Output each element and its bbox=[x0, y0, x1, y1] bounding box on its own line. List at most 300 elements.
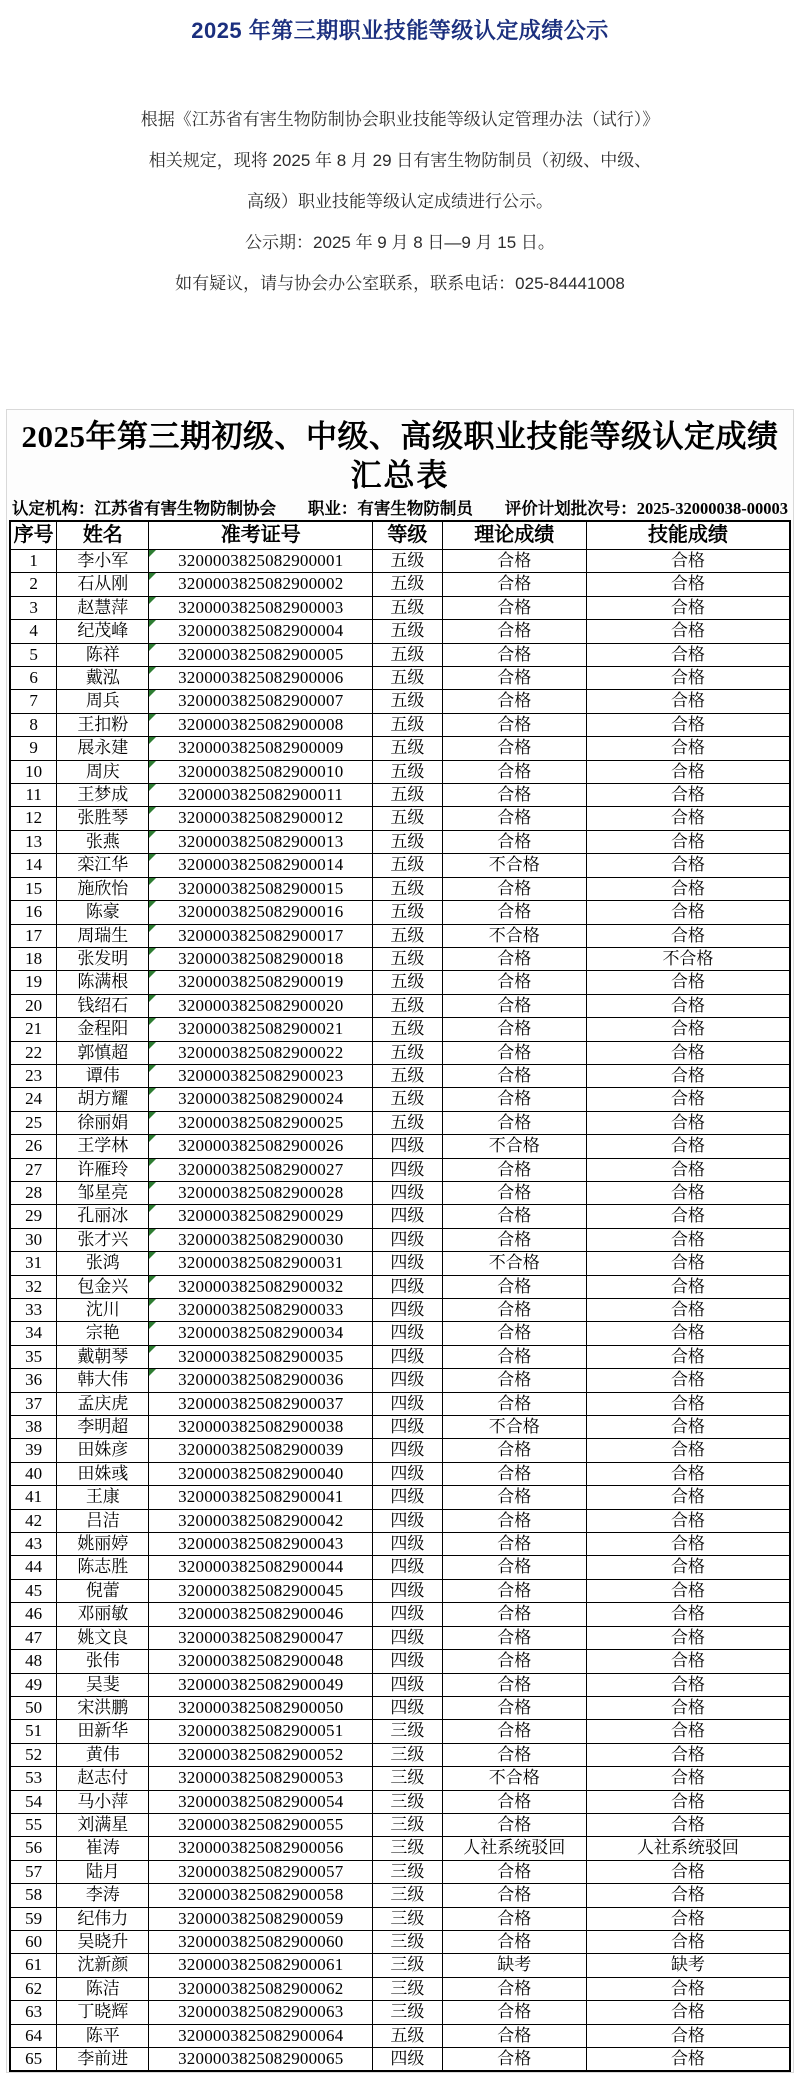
cell-skill-score: 合格 bbox=[586, 1790, 790, 1813]
cell-index: 61 bbox=[10, 1954, 57, 1977]
cell-level: 四级 bbox=[373, 1228, 442, 1251]
meta-occupation: 职业：有害生物防制员 bbox=[307, 499, 473, 518]
cell-skill-score: 合格 bbox=[586, 1743, 790, 1766]
cell-theory-score: 不合格 bbox=[442, 924, 586, 947]
cell-exam-id: 3200003825082900032 bbox=[149, 1275, 373, 1298]
cell-theory-score: 合格 bbox=[442, 1720, 586, 1743]
cell-skill-score: 合格 bbox=[586, 1930, 790, 1953]
cell-level: 五级 bbox=[373, 713, 442, 736]
cell-level: 四级 bbox=[373, 1369, 442, 1392]
table-row bbox=[10, 807, 790, 830]
cell-index: 50 bbox=[10, 1696, 57, 1719]
cell-skill-score: 合格 bbox=[586, 830, 790, 853]
cell-exam-id: 3200003825082900007 bbox=[149, 690, 373, 713]
cell-theory-score: 合格 bbox=[442, 2001, 586, 2024]
cell-theory-score: 合格 bbox=[442, 1743, 586, 1766]
cell-theory-score: 合格 bbox=[442, 947, 586, 970]
cell-level: 五级 bbox=[373, 1041, 442, 1064]
cell-theory-score: 合格 bbox=[442, 2048, 586, 2072]
cell-skill-score: 合格 bbox=[586, 1064, 790, 1087]
cell-exam-id: 3200003825082900037 bbox=[149, 1392, 373, 1415]
cell-skill-score: 合格 bbox=[586, 1111, 790, 1134]
cell-level: 四级 bbox=[373, 1345, 442, 1368]
cell-exam-id: 3200003825082900050 bbox=[149, 1696, 373, 1719]
cell-name: 李明超 bbox=[57, 1416, 149, 1439]
cell-corner-marker-icon bbox=[149, 1299, 156, 1306]
table-meta bbox=[9, 498, 791, 519]
cell-name: 倪蕾 bbox=[57, 1579, 149, 1602]
cell-skill-score: 合格 bbox=[586, 1275, 790, 1298]
table-row bbox=[10, 1860, 790, 1883]
cell-skill-score: 合格 bbox=[586, 1579, 790, 1602]
cell-index: 32 bbox=[10, 1275, 57, 1298]
cell-name: 崔涛 bbox=[57, 1837, 149, 1860]
cell-theory-score: 不合格 bbox=[442, 1252, 586, 1275]
cell-theory-score: 合格 bbox=[442, 1603, 586, 1626]
cell-level: 四级 bbox=[373, 1556, 442, 1579]
cell-exam-id: 3200003825082900025 bbox=[149, 1111, 373, 1134]
cell-level: 四级 bbox=[373, 1650, 442, 1673]
cell-skill-score: 合格 bbox=[586, 690, 790, 713]
cell-corner-marker-icon bbox=[149, 667, 156, 674]
table-row bbox=[10, 994, 790, 1017]
cell-name: 钱绍石 bbox=[57, 994, 149, 1017]
cell-name: 马小萍 bbox=[57, 1790, 149, 1813]
cell-corner-marker-icon bbox=[149, 971, 156, 978]
cell-theory-score: 合格 bbox=[442, 877, 586, 900]
table-row bbox=[10, 1322, 790, 1345]
cell-skill-score: 合格 bbox=[586, 1228, 790, 1251]
table-row bbox=[10, 550, 790, 573]
meta-agency: 认定机构：江苏省有害生物防制协会 bbox=[12, 499, 276, 518]
cell-skill-score: 合格 bbox=[586, 1907, 790, 1930]
cell-index: 14 bbox=[10, 854, 57, 877]
cell-exam-id: 3200003825082900022 bbox=[149, 1041, 373, 1064]
cell-exam-id: 3200003825082900031 bbox=[149, 1252, 373, 1275]
cell-theory-score: 合格 bbox=[442, 550, 586, 573]
cell-exam-id: 3200003825082900017 bbox=[149, 924, 373, 947]
cell-exam-id: 3200003825082900016 bbox=[149, 901, 373, 924]
cell-theory-score: 合格 bbox=[442, 1088, 586, 1111]
cell-exam-id: 3200003825082900048 bbox=[149, 1650, 373, 1673]
cell-index: 55 bbox=[10, 1813, 57, 1836]
cell-index: 38 bbox=[10, 1416, 57, 1439]
table-row bbox=[10, 877, 790, 900]
cell-level: 五级 bbox=[373, 877, 442, 900]
cell-corner-marker-icon bbox=[149, 1252, 156, 1259]
table-row bbox=[10, 1439, 790, 1462]
cell-skill-score: 合格 bbox=[586, 713, 790, 736]
cell-index: 64 bbox=[10, 2024, 57, 2047]
cell-exam-id: 3200003825082900008 bbox=[149, 713, 373, 736]
cell-corner-marker-icon bbox=[149, 1229, 156, 1236]
cell-exam-id: 3200003825082900039 bbox=[149, 1439, 373, 1462]
cell-theory-score: 合格 bbox=[442, 573, 586, 596]
cell-theory-score: 合格 bbox=[442, 1696, 586, 1719]
cell-skill-score: 合格 bbox=[586, 643, 790, 666]
cell-skill-score: 合格 bbox=[586, 550, 790, 573]
cell-corner-marker-icon bbox=[149, 1065, 156, 1072]
cell-theory-score: 合格 bbox=[442, 2024, 586, 2047]
cell-corner-marker-icon bbox=[149, 878, 156, 885]
table-row bbox=[10, 1205, 790, 1228]
cell-theory-score: 合格 bbox=[442, 643, 586, 666]
cell-theory-score: 合格 bbox=[442, 1228, 586, 1251]
cell-level: 五级 bbox=[373, 643, 442, 666]
cell-theory-score: 合格 bbox=[442, 1813, 586, 1836]
cell-corner-marker-icon bbox=[149, 831, 156, 838]
table-row bbox=[10, 1369, 790, 1392]
cell-index: 48 bbox=[10, 1650, 57, 1673]
cell-skill-score: 合格 bbox=[586, 1767, 790, 1790]
cell-exam-id: 3200003825082900053 bbox=[149, 1767, 373, 1790]
table-row bbox=[10, 1720, 790, 1743]
cell-name: 王扣粉 bbox=[57, 713, 149, 736]
cell-level: 四级 bbox=[373, 1299, 442, 1322]
cell-name: 李前进 bbox=[57, 2048, 149, 2072]
cell-exam-id: 3200003825082900044 bbox=[149, 1556, 373, 1579]
cell-corner-marker-icon bbox=[149, 1042, 156, 1049]
cell-name: 陈志胜 bbox=[57, 1556, 149, 1579]
table-title-line1: 2025年第三期初级、中级、高级职业技能等级认定成绩 bbox=[21, 419, 779, 454]
cell-theory-score: 合格 bbox=[442, 596, 586, 619]
cell-name: 徐丽娟 bbox=[57, 1111, 149, 1134]
cell-skill-score: 合格 bbox=[586, 971, 790, 994]
table-row bbox=[10, 1603, 790, 1626]
cell-index: 51 bbox=[10, 1720, 57, 1743]
cell-theory-score: 不合格 bbox=[442, 1135, 586, 1158]
meta-batch-number: 评价计划批次号：2025-32000038-00003 bbox=[504, 499, 788, 518]
table-row bbox=[10, 1416, 790, 1439]
table-row bbox=[10, 1181, 790, 1204]
col-header-name: 姓名 bbox=[57, 521, 149, 550]
cell-index: 52 bbox=[10, 1743, 57, 1766]
cell-index: 13 bbox=[10, 830, 57, 853]
cell-skill-score: 合格 bbox=[586, 1345, 790, 1368]
cell-skill-score: 缺考 bbox=[586, 1954, 790, 1977]
table-row bbox=[10, 971, 790, 994]
cell-theory-score: 合格 bbox=[442, 1977, 586, 2000]
cell-skill-score: 合格 bbox=[586, 1299, 790, 1322]
cell-index: 53 bbox=[10, 1767, 57, 1790]
cell-theory-score: 合格 bbox=[442, 690, 586, 713]
cell-name: 陈平 bbox=[57, 2024, 149, 2047]
cell-skill-score: 合格 bbox=[586, 573, 790, 596]
cell-skill-score: 合格 bbox=[586, 1439, 790, 1462]
cell-name: 陈洁 bbox=[57, 1977, 149, 2000]
table-row bbox=[10, 2048, 790, 2072]
cell-index: 22 bbox=[10, 1041, 57, 1064]
cell-exam-id: 3200003825082900057 bbox=[149, 1860, 373, 1883]
cell-level: 四级 bbox=[373, 1462, 442, 1485]
cell-corner-marker-icon bbox=[149, 925, 156, 932]
cell-level: 五级 bbox=[373, 737, 442, 760]
cell-skill-score: 合格 bbox=[586, 1181, 790, 1204]
cell-name: 王康 bbox=[57, 1486, 149, 1509]
cell-index: 6 bbox=[10, 667, 57, 690]
cell-exam-id: 3200003825082900035 bbox=[149, 1345, 373, 1368]
cell-theory-score: 合格 bbox=[442, 1533, 586, 1556]
cell-theory-score: 合格 bbox=[442, 1626, 586, 1649]
cell-theory-score: 合格 bbox=[442, 1322, 586, 1345]
cell-corner-marker-icon bbox=[149, 1276, 156, 1283]
cell-skill-score: 合格 bbox=[586, 2001, 790, 2024]
cell-skill-score: 合格 bbox=[586, 2048, 790, 2072]
cell-exam-id: 3200003825082900018 bbox=[149, 947, 373, 970]
cell-exam-id: 3200003825082900040 bbox=[149, 1462, 373, 1485]
cell-index: 10 bbox=[10, 760, 57, 783]
cell-exam-id: 3200003825082900027 bbox=[149, 1158, 373, 1181]
cell-name: 吕洁 bbox=[57, 1509, 149, 1532]
cell-skill-score: 合格 bbox=[586, 807, 790, 830]
cell-exam-id: 3200003825082900011 bbox=[149, 784, 373, 807]
table-row bbox=[10, 924, 790, 947]
cell-theory-score: 不合格 bbox=[442, 1416, 586, 1439]
table-title-line2: 汇总表 bbox=[350, 458, 450, 493]
cell-exam-id: 3200003825082900059 bbox=[149, 1907, 373, 1930]
cell-exam-id: 3200003825082900054 bbox=[149, 1790, 373, 1813]
cell-level: 五级 bbox=[373, 947, 442, 970]
cell-level: 五级 bbox=[373, 1018, 442, 1041]
cell-level: 三级 bbox=[373, 1884, 442, 1907]
table-row bbox=[10, 1650, 790, 1673]
cell-name: 栾江华 bbox=[57, 854, 149, 877]
cell-level: 四级 bbox=[373, 1205, 442, 1228]
cell-name: 丁晓辉 bbox=[57, 2001, 149, 2024]
cell-exam-id: 3200003825082900020 bbox=[149, 994, 373, 1017]
cell-level: 四级 bbox=[373, 1486, 442, 1509]
cell-theory-score: 合格 bbox=[442, 784, 586, 807]
cell-level: 四级 bbox=[373, 1135, 442, 1158]
cell-index: 17 bbox=[10, 924, 57, 947]
results-table bbox=[9, 520, 791, 2072]
cell-corner-marker-icon bbox=[149, 807, 156, 814]
cell-skill-score: 合格 bbox=[586, 1626, 790, 1649]
cell-name: 张伟 bbox=[57, 1650, 149, 1673]
cell-exam-id: 3200003825082900005 bbox=[149, 643, 373, 666]
cell-name: 田姝彦 bbox=[57, 1439, 149, 1462]
table-row bbox=[10, 1018, 790, 1041]
cell-skill-score: 合格 bbox=[586, 1556, 790, 1579]
cell-name: 张鸿 bbox=[57, 1252, 149, 1275]
cell-index: 43 bbox=[10, 1533, 57, 1556]
cell-corner-marker-icon bbox=[149, 901, 156, 908]
cell-exam-id: 3200003825082900009 bbox=[149, 737, 373, 760]
cell-name: 邓丽敏 bbox=[57, 1603, 149, 1626]
cell-theory-score: 合格 bbox=[442, 713, 586, 736]
table-row bbox=[10, 620, 790, 643]
cell-index: 31 bbox=[10, 1252, 57, 1275]
cell-exam-id: 3200003825082900049 bbox=[149, 1673, 373, 1696]
cell-level: 五级 bbox=[373, 994, 442, 1017]
table-row bbox=[10, 1767, 790, 1790]
cell-corner-marker-icon bbox=[149, 1112, 156, 1119]
cell-level: 三级 bbox=[373, 1930, 442, 1953]
cell-theory-score: 合格 bbox=[442, 1345, 586, 1368]
cell-index: 42 bbox=[10, 1509, 57, 1532]
cell-skill-score: 合格 bbox=[586, 1977, 790, 2000]
cell-level: 三级 bbox=[373, 1977, 442, 2000]
cell-exam-id: 3200003825082900064 bbox=[149, 2024, 373, 2047]
cell-index: 54 bbox=[10, 1790, 57, 1813]
cell-level: 三级 bbox=[373, 2001, 442, 2024]
table-row bbox=[10, 1392, 790, 1415]
table-row bbox=[10, 1041, 790, 1064]
cell-index: 37 bbox=[10, 1392, 57, 1415]
cell-index: 11 bbox=[10, 784, 57, 807]
cell-level: 五级 bbox=[373, 2024, 442, 2047]
cell-index: 16 bbox=[10, 901, 57, 924]
cell-skill-score: 合格 bbox=[586, 1720, 790, 1743]
intro-line-4: 公示期：2025 年 9 月 8 日—9 月 15 日。 bbox=[245, 233, 555, 252]
cell-theory-score: 合格 bbox=[442, 994, 586, 1017]
cell-exam-id: 3200003825082900002 bbox=[149, 573, 373, 596]
cell-exam-id: 3200003825082900060 bbox=[149, 1930, 373, 1953]
cell-corner-marker-icon bbox=[149, 784, 156, 791]
cell-index: 29 bbox=[10, 1205, 57, 1228]
cell-name: 张燕 bbox=[57, 830, 149, 853]
cell-corner-marker-icon bbox=[149, 1088, 156, 1095]
cell-exam-id: 3200003825082900038 bbox=[149, 1416, 373, 1439]
cell-level: 四级 bbox=[373, 1158, 442, 1181]
table-row bbox=[10, 713, 790, 736]
cell-corner-marker-icon bbox=[149, 854, 156, 861]
col-header-level: 等级 bbox=[373, 521, 442, 550]
table-row bbox=[10, 1696, 790, 1719]
cell-index: 2 bbox=[10, 573, 57, 596]
table-row bbox=[10, 1743, 790, 1766]
cell-index: 56 bbox=[10, 1837, 57, 1860]
cell-level: 五级 bbox=[373, 924, 442, 947]
table-row bbox=[10, 1930, 790, 1953]
cell-skill-score: 合格 bbox=[586, 1088, 790, 1111]
cell-name: 王梦成 bbox=[57, 784, 149, 807]
cell-level: 三级 bbox=[373, 1837, 442, 1860]
cell-exam-id: 3200003825082900021 bbox=[149, 1018, 373, 1041]
cell-exam-id: 3200003825082900056 bbox=[149, 1837, 373, 1860]
cell-index: 20 bbox=[10, 994, 57, 1017]
cell-index: 23 bbox=[10, 1064, 57, 1087]
results-table-card bbox=[6, 409, 794, 2073]
cell-level: 五级 bbox=[373, 971, 442, 994]
cell-theory-score: 合格 bbox=[442, 1930, 586, 1953]
cell-skill-score: 合格 bbox=[586, 1018, 790, 1041]
cell-exam-id: 3200003825082900051 bbox=[149, 1720, 373, 1743]
cell-theory-score: 合格 bbox=[442, 1018, 586, 1041]
table-row bbox=[10, 1626, 790, 1649]
cell-name: 包金兴 bbox=[57, 1275, 149, 1298]
cell-level: 三级 bbox=[373, 1813, 442, 1836]
cell-theory-score: 合格 bbox=[442, 1205, 586, 1228]
cell-name: 田姝彧 bbox=[57, 1462, 149, 1485]
table-row bbox=[10, 1462, 790, 1485]
cell-theory-score: 合格 bbox=[442, 760, 586, 783]
cell-corner-marker-icon bbox=[149, 620, 156, 627]
table-row bbox=[10, 1907, 790, 1930]
cell-exam-id: 3200003825082900046 bbox=[149, 1603, 373, 1626]
table-row bbox=[10, 1064, 790, 1087]
table-row bbox=[10, 1486, 790, 1509]
cell-skill-score: 合格 bbox=[586, 784, 790, 807]
cell-index: 44 bbox=[10, 1556, 57, 1579]
cell-level: 四级 bbox=[373, 1579, 442, 1602]
cell-name: 赵慧萍 bbox=[57, 596, 149, 619]
cell-skill-score: 合格 bbox=[586, 760, 790, 783]
table-row bbox=[10, 1837, 790, 1860]
cell-index: 28 bbox=[10, 1181, 57, 1204]
cell-index: 26 bbox=[10, 1135, 57, 1158]
cell-corner-marker-icon bbox=[149, 1346, 156, 1353]
cell-skill-score: 合格 bbox=[586, 1533, 790, 1556]
cell-corner-marker-icon bbox=[149, 573, 156, 580]
cell-corner-marker-icon bbox=[149, 690, 156, 697]
cell-corner-marker-icon bbox=[149, 1018, 156, 1025]
header-row bbox=[10, 521, 790, 550]
cell-name: 沈川 bbox=[57, 1299, 149, 1322]
cell-level: 三级 bbox=[373, 1720, 442, 1743]
table-row bbox=[10, 901, 790, 924]
cell-skill-score: 合格 bbox=[586, 2024, 790, 2047]
cell-theory-score: 合格 bbox=[442, 737, 586, 760]
cell-index: 19 bbox=[10, 971, 57, 994]
cell-skill-score: 合格 bbox=[586, 901, 790, 924]
cell-level: 四级 bbox=[373, 1322, 442, 1345]
cell-skill-score: 合格 bbox=[586, 620, 790, 643]
cell-theory-score: 合格 bbox=[442, 1579, 586, 1602]
cell-index: 62 bbox=[10, 1977, 57, 2000]
table-row bbox=[10, 1790, 790, 1813]
cell-level: 四级 bbox=[373, 1181, 442, 1204]
cell-exam-id: 3200003825082900061 bbox=[149, 1954, 373, 1977]
cell-skill-score: 合格 bbox=[586, 1603, 790, 1626]
cell-level: 三级 bbox=[373, 1743, 442, 1766]
cell-index: 41 bbox=[10, 1486, 57, 1509]
cell-level: 五级 bbox=[373, 620, 442, 643]
table-row bbox=[10, 947, 790, 970]
cell-index: 47 bbox=[10, 1626, 57, 1649]
table-row bbox=[10, 1111, 790, 1134]
intro-paragraphs bbox=[0, 108, 800, 296]
cell-level: 四级 bbox=[373, 1673, 442, 1696]
cell-exam-id: 3200003825082900047 bbox=[149, 1626, 373, 1649]
table-row bbox=[10, 1509, 790, 1532]
cell-name: 王学林 bbox=[57, 1135, 149, 1158]
cell-name: 陈祥 bbox=[57, 643, 149, 666]
cell-index: 46 bbox=[10, 1603, 57, 1626]
cell-level: 四级 bbox=[373, 1439, 442, 1462]
cell-index: 4 bbox=[10, 620, 57, 643]
cell-skill-score: 合格 bbox=[586, 1135, 790, 1158]
cell-corner-marker-icon bbox=[149, 714, 156, 721]
col-header-theory: 理论成绩 bbox=[442, 521, 586, 550]
cell-level: 五级 bbox=[373, 596, 442, 619]
table-row bbox=[10, 1275, 790, 1298]
cell-name: 周兵 bbox=[57, 690, 149, 713]
cell-name: 周庆 bbox=[57, 760, 149, 783]
cell-corner-marker-icon bbox=[149, 948, 156, 955]
table-title bbox=[9, 412, 791, 496]
cell-level: 三级 bbox=[373, 1790, 442, 1813]
cell-level: 五级 bbox=[373, 550, 442, 573]
table-row bbox=[10, 737, 790, 760]
cell-level: 三级 bbox=[373, 1954, 442, 1977]
cell-theory-score: 合格 bbox=[442, 971, 586, 994]
cell-skill-score: 合格 bbox=[586, 1509, 790, 1532]
cell-level: 五级 bbox=[373, 690, 442, 713]
cell-name: 金程阳 bbox=[57, 1018, 149, 1041]
cell-name: 宗艳 bbox=[57, 1322, 149, 1345]
cell-theory-score: 人社系统驳回 bbox=[442, 1837, 586, 1860]
